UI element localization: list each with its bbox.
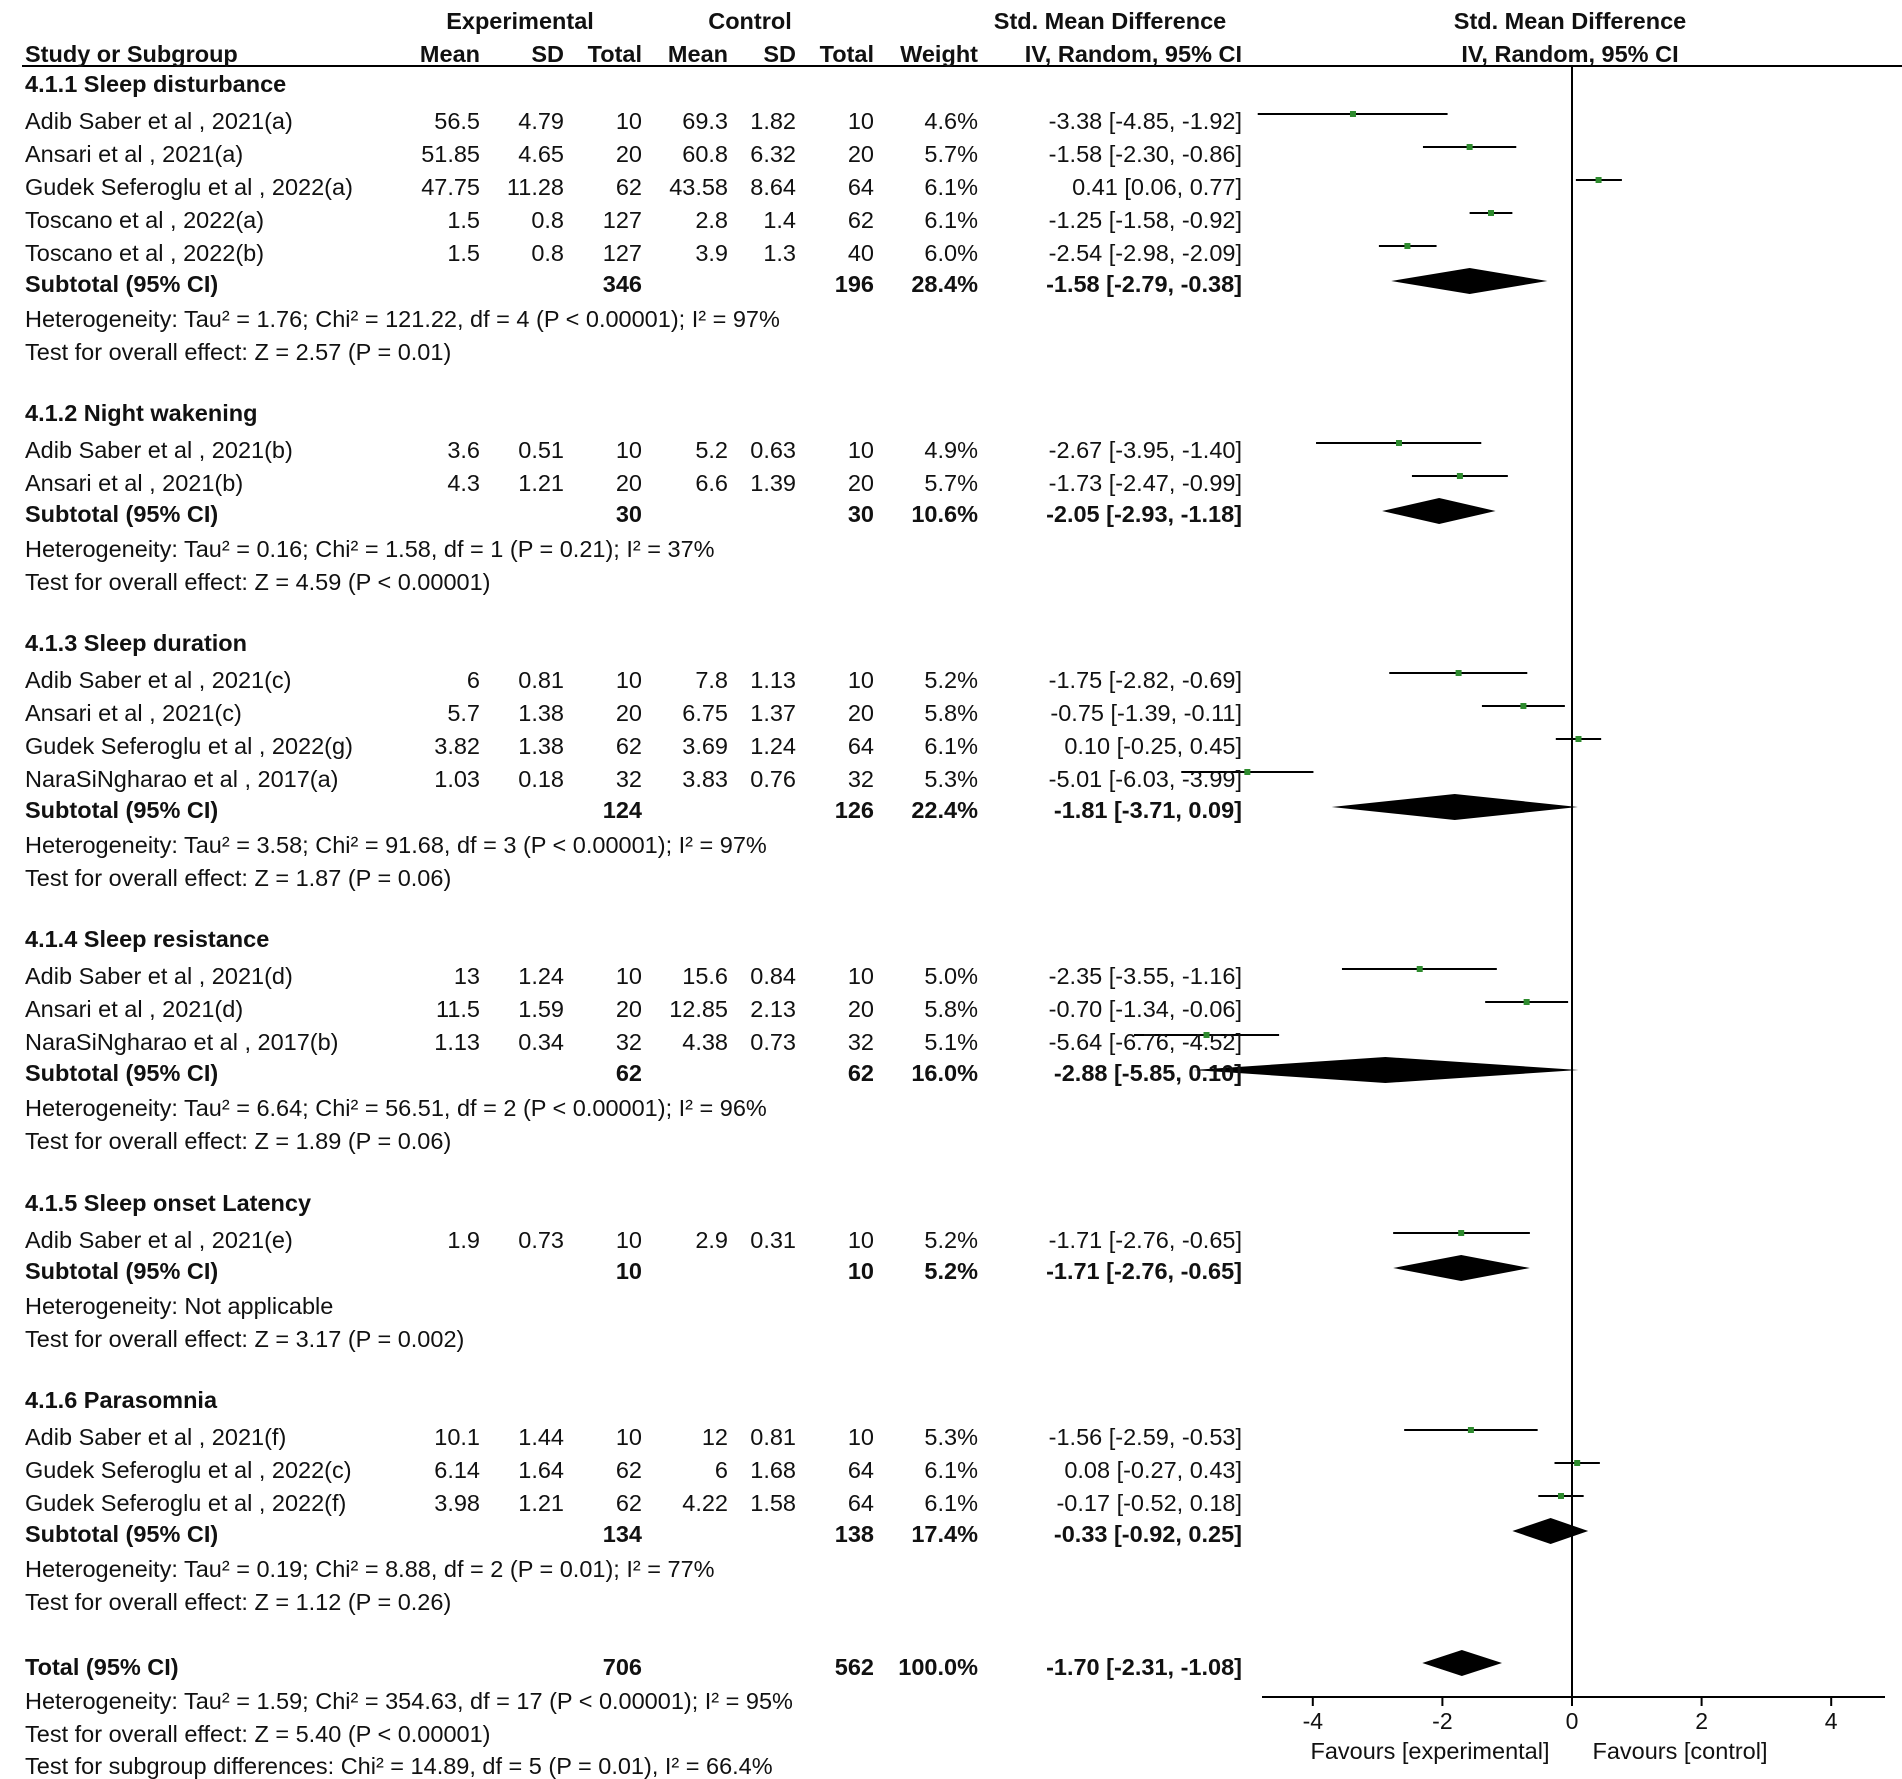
study-column-header: Study or Subgroup [25,41,238,67]
ctl-mean-cell: 3.83 [682,766,728,792]
heterogeneity-text: Heterogeneity: Tau² = 6.64; Chi² = 56.51, df = 2 (P < 0.00001); I² = 96% [25,1095,767,1121]
study-point-marker [1575,736,1581,742]
heterogeneity-text: Heterogeneity: Tau² = 1.76; Chi² = 121.22, df = 4 (P < 0.00001); I² = 97% [25,306,780,332]
plot-header-title: Std. Mean Difference [1453,8,1687,34]
subtotal-diamond [1512,1518,1588,1544]
ctl-mean-header: Mean [667,41,728,67]
ctl-total-cell: 10 [847,1227,874,1253]
subtotal-exp-total: 30 [615,501,642,527]
effect-ci-cell: -0.17 [-0.52, 0.18] [1056,1490,1242,1516]
exp-sd-cell: 0.8 [531,240,564,266]
ctl-total-cell: 64 [847,733,874,759]
subtotal-exp-total: 346 [602,271,642,297]
ctl-total-cell: 10 [847,963,874,989]
effect-ci-cell: 0.10 [-0.25, 0.45] [1064,733,1242,759]
subtotal-diamond [1393,1255,1530,1281]
exp-sd-cell: 0.51 [518,437,564,463]
ctl-mean-cell: 4.22 [682,1490,728,1516]
study-point-marker [1244,769,1250,775]
ctl-total-cell: 62 [847,207,874,233]
exp-mean-cell: 4.3 [447,470,480,496]
subtotal-ctl-total: 30 [847,501,874,527]
plot-method-header: IV, Random, 95% CI [1461,41,1679,67]
study-name: Adib Saber et al , 2021(b) [25,437,293,463]
study-point-marker [1488,210,1494,216]
weight-header: Weight [900,41,978,67]
exp-total-cell: 10 [615,1227,642,1253]
exp-total-cell: 62 [615,733,642,759]
ctl-total-cell: 32 [847,766,874,792]
effect-ci-cell: -1.56 [-2.59, -0.53] [1048,1424,1242,1450]
effect-ci-cell: -2.54 [-2.98, -2.09] [1048,240,1242,266]
ctl-mean-cell: 6.75 [682,700,728,726]
ctl-sd-cell: 6.32 [750,141,796,167]
weight-cell: 5.7% [924,470,978,496]
weight-cell: 6.1% [924,174,978,200]
control-header: Control [708,8,792,34]
ctl-total-cell: 32 [847,1029,874,1055]
heterogeneity-text: Heterogeneity: Not applicable [25,1293,334,1319]
ctl-total-cell: 20 [847,141,874,167]
effect-ci-cell: -2.67 [-3.95, -1.40] [1048,437,1242,463]
effect-ci-cell: 0.08 [-0.27, 0.43] [1064,1457,1242,1483]
effect-ci-cell: -1.25 [-1.58, -0.92] [1048,207,1242,233]
study-name: Adib Saber et al , 2021(e) [25,1227,293,1253]
ctl-mean-cell: 5.2 [695,437,728,463]
weight-cell: 5.2% [924,667,978,693]
exp-mean-cell: 6.14 [434,1457,480,1483]
study-point-marker [1467,144,1473,150]
subtotal-exp-total: 62 [615,1060,642,1086]
exp-sd-cell: 4.79 [518,108,564,134]
ctl-mean-cell: 6.6 [695,470,728,496]
study-name: Toscano et al , 2022(a) [25,207,265,233]
effect-ci-cell: -1.58 [-2.30, -0.86] [1048,141,1242,167]
subtotal-diamond [1391,268,1547,294]
exp-total-cell: 62 [615,1457,642,1483]
ctl-total-cell: 64 [847,1490,874,1516]
x-tick-label: 4 [1824,1708,1838,1734]
subgroup-differences-text: Test for subgroup differences: Chi² = 14.89, df = 5 (P = 0.01), I² = 66.4% [25,1753,773,1779]
overall-effect-text: Test for overall effect: Z = 1.87 (P = 0.06) [25,865,452,891]
exp-total-cell: 10 [615,108,642,134]
study-point-marker [1417,966,1423,972]
x-tick-label: -2 [1432,1708,1453,1734]
weight-cell: 5.3% [924,766,978,792]
ctl-mean-cell: 3.9 [695,240,728,266]
study-point-marker [1558,1493,1564,1499]
effect-ci-cell: -5.64 [-6.76, -4.52] [1048,1029,1242,1055]
exp-mean-cell: 10.1 [434,1424,480,1450]
study-point-marker [1404,243,1410,249]
effect-ci-cell: -0.75 [-1.39, -0.11] [1050,700,1242,726]
weight-cell: 6.0% [924,240,978,266]
exp-total-cell: 127 [602,240,642,266]
exp-mean-cell: 11.5 [436,996,480,1022]
ctl-mean-cell: 60.8 [682,141,728,167]
smd-header-title: Std. Mean Difference [993,8,1227,34]
ctl-sd-cell: 1.13 [750,667,796,693]
exp-mean-cell: 1.5 [447,207,480,233]
overall-effect-text: Test for overall effect: Z = 1.89 (P = 0.06) [25,1128,452,1154]
exp-sd-cell: 0.73 [518,1227,564,1253]
subtotal-exp-total: 124 [602,797,642,823]
subgroup-title: 4.1.6 Parasomnia [25,1387,218,1413]
experimental-header: Experimental [446,8,594,34]
weight-cell: 4.6% [924,108,978,134]
weight-cell: 6.1% [924,207,978,233]
ctl-mean-cell: 2.8 [695,207,728,233]
study-name: Adib Saber et al , 2021(c) [25,667,292,693]
favours-experimental-label: Favours [experimental] [1310,1738,1550,1764]
total-weight: 100.0% [898,1654,978,1680]
exp-sd-cell: 1.64 [518,1457,564,1483]
exp-total-cell: 10 [615,667,642,693]
ctl-total-cell: 10 [847,108,874,134]
subtotal-exp-total: 134 [602,1521,642,1547]
study-point-marker [1457,473,1463,479]
heterogeneity-text: Heterogeneity: Tau² = 0.16; Chi² = 1.58, df = 1 (P = 0.21); I² = 37% [25,536,715,562]
weight-cell: 6.1% [924,733,978,759]
total-heterogeneity-text: Heterogeneity: Tau² = 1.59; Chi² = 354.63, df = 17 (P < 0.00001); I² = 95% [25,1688,793,1714]
exp-mean-cell: 13 [453,963,480,989]
ctl-mean-cell: 43.58 [669,174,728,200]
ctl-total-cell: 20 [847,470,874,496]
exp-sd-cell: 1.59 [518,996,564,1022]
exp-total-cell: 10 [615,437,642,463]
ctl-mean-cell: 69.3 [682,108,728,134]
exp-mean-cell: 1.13 [434,1029,480,1055]
subtotal-ci: -2.05 [-2.93, -1.18] [1046,501,1242,527]
ctl-sd-cell: 1.68 [750,1457,796,1483]
overall-effect-text: Test for overall effect: Z = 2.57 (P = 0.01) [25,339,452,365]
total-diamond [1422,1650,1502,1676]
exp-sd-cell: 0.81 [518,667,564,693]
study-name: Gudek Seferoglu et al , 2022(g) [25,733,353,759]
ctl-sd-cell: 1.39 [750,470,796,496]
ctl-mean-cell: 15.6 [682,963,728,989]
subtotal-weight: 17.4% [911,1521,978,1547]
study-name: NaraSiNgharao et al , 2017(a) [25,766,339,792]
ctl-sd-cell: 1.4 [763,207,796,233]
exp-total-cell: 20 [615,141,642,167]
effect-ci-cell: -1.71 [-2.76, -0.65] [1048,1227,1242,1253]
study-name: Toscano et al , 2022(b) [25,240,265,266]
ctl-sd-cell: 1.82 [750,108,796,134]
ctl-mean-cell: 12 [701,1424,728,1450]
study-point-marker [1456,670,1462,676]
ctl-sd-cell: 8.64 [750,174,796,200]
heterogeneity-text: Heterogeneity: Tau² = 0.19; Chi² = 8.88, df = 2 (P = 0.01); I² = 77% [25,1556,715,1582]
study-name: NaraSiNgharao et al , 2017(b) [25,1029,339,1055]
exp-total-cell: 20 [615,470,642,496]
exp-total-cell: 10 [615,963,642,989]
study-name: Ansari et al , 2021(c) [25,700,242,726]
ctl-total-cell: 64 [847,1457,874,1483]
study-name: Adib Saber et al , 2021(d) [25,963,293,989]
exp-sd-cell: 4.65 [518,141,564,167]
ctl-mean-cell: 7.8 [695,667,728,693]
ctl-mean-cell: 6 [714,1457,728,1483]
ctl-total-cell: 10 [847,1424,874,1450]
subgroup-title: 4.1.5 Sleep onset Latency [25,1190,312,1216]
subtotal-label: Subtotal (95% CI) [25,1521,219,1547]
subtotal-ctl-total: 62 [847,1060,874,1086]
weight-cell: 5.8% [924,700,978,726]
study-point-marker [1468,1427,1474,1433]
subtotal-ctl-total: 138 [834,1521,874,1547]
effect-ci-cell: -0.70 [-1.34, -0.06] [1048,996,1242,1022]
exp-sd-cell: 1.38 [518,700,564,726]
exp-total-cell: 32 [615,766,642,792]
subtotal-label: Subtotal (95% CI) [25,1060,219,1086]
subtotal-ctl-total: 126 [834,797,874,823]
exp-sd-cell: 1.21 [518,470,564,496]
exp-mean-cell: 47.75 [421,174,480,200]
study-point-marker [1574,1460,1580,1466]
smd-method-header: IV, Random, 95% CI [1024,41,1242,67]
subtotal-ctl-total: 196 [834,271,874,297]
weight-cell: 6.1% [924,1490,978,1516]
x-tick-label: -4 [1302,1708,1324,1734]
weight-cell: 5.3% [924,1424,978,1450]
effect-ci-cell: -5.01 [-6.03, -3.99] [1048,766,1242,792]
exp-total-cell: 20 [615,700,642,726]
subtotal-ci: -1.58 [-2.79, -0.38] [1046,271,1242,297]
heterogeneity-text: Heterogeneity: Tau² = 3.58; Chi² = 91.68, df = 3 (P < 0.00001); I² = 97% [25,832,767,858]
x-tick-label: 2 [1695,1708,1708,1734]
study-point-marker [1458,1230,1464,1236]
study-name: Gudek Seferoglu et al , 2022(f) [25,1490,347,1516]
subtotal-weight: 16.0% [911,1060,978,1086]
exp-mean-cell: 3.82 [434,733,480,759]
subgroup-title: 4.1.2 Night wakening [25,400,258,426]
subtotal-ci: -0.33 [-0.92, 0.25] [1053,1521,1242,1547]
exp-sd-cell: 0.8 [531,207,564,233]
study-point-marker [1524,999,1530,1005]
weight-cell: 5.2% [924,1227,978,1253]
subtotal-weight: 22.4% [911,797,978,823]
effect-ci-cell: -3.38 [-4.85, -1.92] [1048,108,1242,134]
total-exp-total: 706 [602,1654,642,1680]
total-ci: -1.70 [-2.31, -1.08] [1046,1654,1242,1680]
total-ctl-total: 562 [834,1654,874,1680]
total-overall-effect-text: Test for overall effect: Z = 5.40 (P < 0.00001) [25,1721,491,1747]
exp-mean-cell: 1.03 [434,766,480,792]
exp-mean-cell: 6 [466,667,480,693]
exp-sd-cell: 1.24 [518,963,564,989]
exp-mean-cell: 1.9 [447,1227,480,1253]
subtotal-diamond [1332,794,1578,820]
subtotal-label: Subtotal (95% CI) [25,271,219,297]
subtotal-weight: 5.2% [924,1258,978,1284]
subtotal-exp-total: 10 [615,1258,642,1284]
ctl-sd-cell: 0.73 [750,1029,796,1055]
subtotal-label: Subtotal (95% CI) [25,797,219,823]
favours-control-label: Favours [control] [1592,1738,1768,1764]
ctl-mean-cell: 3.69 [682,733,728,759]
exp-sd-header: SD [531,41,564,67]
ctl-sd-cell: 1.37 [750,700,796,726]
exp-mean-cell: 3.98 [434,1490,480,1516]
subtotal-label: Subtotal (95% CI) [25,501,219,527]
exp-total-header: Total [587,41,642,67]
subgroup-title: 4.1.1 Sleep disturbance [25,71,287,97]
ctl-sd-cell: 0.63 [750,437,796,463]
weight-cell: 5.0% [924,963,978,989]
effect-ci-cell: -1.75 [-2.82, -0.69] [1048,667,1242,693]
weight-cell: 5.8% [924,996,978,1022]
ctl-total-cell: 10 [847,667,874,693]
subtotal-ci: -1.71 [-2.76, -0.65] [1046,1258,1242,1284]
effect-ci-cell: 0.41 [0.06, 0.77] [1072,174,1242,200]
ctl-sd-cell: 0.76 [750,766,796,792]
ctl-total-cell: 64 [847,174,874,200]
overall-effect-text: Test for overall effect: Z = 4.59 (P < 0.00001) [25,569,491,595]
ctl-total-cell: 20 [847,700,874,726]
subgroup-title: 4.1.4 Sleep resistance [25,926,270,952]
ctl-mean-cell: 12.85 [669,996,728,1022]
subtotal-weight: 10.6% [911,501,978,527]
ctl-sd-cell: 0.84 [750,963,796,989]
study-name: Adib Saber et al , 2021(f) [25,1424,287,1450]
exp-total-cell: 20 [615,996,642,1022]
exp-total-cell: 32 [615,1029,642,1055]
exp-mean-cell: 56.5 [434,108,480,134]
ctl-sd-cell: 1.3 [763,240,796,266]
subtotal-diamond [1382,498,1495,524]
ctl-total-cell: 20 [847,996,874,1022]
x-tick-label: 0 [1565,1708,1579,1734]
exp-total-cell: 62 [615,174,642,200]
exp-sd-cell: 1.21 [518,1490,564,1516]
exp-total-cell: 62 [615,1490,642,1516]
ctl-mean-cell: 4.38 [682,1029,728,1055]
ctl-sd-cell: 0.81 [750,1424,796,1450]
weight-cell: 6.1% [924,1457,978,1483]
exp-total-cell: 10 [615,1424,642,1450]
exp-sd-cell: 0.34 [518,1029,564,1055]
ctl-sd-cell: 2.13 [750,996,796,1022]
study-point-marker [1396,440,1402,446]
ctl-sd-cell: 1.24 [750,733,796,759]
exp-mean-header: Mean [419,41,480,67]
exp-mean-cell: 5.7 [447,700,480,726]
overall-effect-text: Test for overall effect: Z = 3.17 (P = 0.002) [25,1326,465,1352]
ctl-total-cell: 40 [847,240,874,266]
study-name: Ansari et al , 2021(d) [25,996,244,1022]
subtotal-label: Subtotal (95% CI) [25,1258,219,1284]
ctl-sd-header: SD [763,41,796,67]
weight-cell: 5.1% [924,1029,978,1055]
subtotal-diamond [1193,1057,1579,1083]
subtotal-ci: -2.88 [-5.85, 0.10] [1053,1060,1242,1086]
ctl-mean-cell: 2.9 [695,1227,728,1253]
ctl-sd-cell: 1.58 [750,1490,796,1516]
subtotal-ci: -1.81 [-3.71, 0.09] [1053,797,1242,823]
weight-cell: 4.9% [924,437,978,463]
study-name: Adib Saber et al , 2021(a) [25,108,293,134]
study-point-marker [1350,111,1356,117]
study-name: Ansari et al , 2021(b) [25,470,244,496]
exp-mean-cell: 1.5 [447,240,480,266]
effect-ci-cell: -1.73 [-2.47, -0.99] [1048,470,1242,496]
overall-effect-text: Test for overall effect: Z = 1.12 (P = 0.26) [25,1589,452,1615]
study-point-marker [1596,177,1602,183]
study-point-marker [1520,703,1526,709]
ctl-total-header: Total [819,41,874,67]
weight-cell: 5.7% [924,141,978,167]
exp-sd-cell: 1.38 [518,733,564,759]
exp-mean-cell: 51.85 [421,141,480,167]
effect-ci-cell: -2.35 [-3.55, -1.16] [1048,963,1242,989]
total-label: Total (95% CI) [25,1654,179,1680]
study-name: Gudek Seferoglu et al , 2022(a) [25,174,353,200]
exp-sd-cell: 11.28 [506,174,564,200]
study-name: Ansari et al , 2021(a) [25,141,244,167]
study-name: Gudek Seferoglu et al , 2022(c) [25,1457,352,1483]
exp-mean-cell: 3.6 [447,437,480,463]
exp-sd-cell: 1.44 [518,1424,564,1450]
subtotal-ctl-total: 10 [847,1258,874,1284]
exp-sd-cell: 0.18 [518,766,564,792]
subgroup-title: 4.1.3 Sleep duration [25,630,248,656]
subtotal-weight: 28.4% [911,271,978,297]
exp-total-cell: 127 [602,207,642,233]
ctl-sd-cell: 0.31 [750,1227,796,1253]
ctl-total-cell: 10 [847,437,874,463]
